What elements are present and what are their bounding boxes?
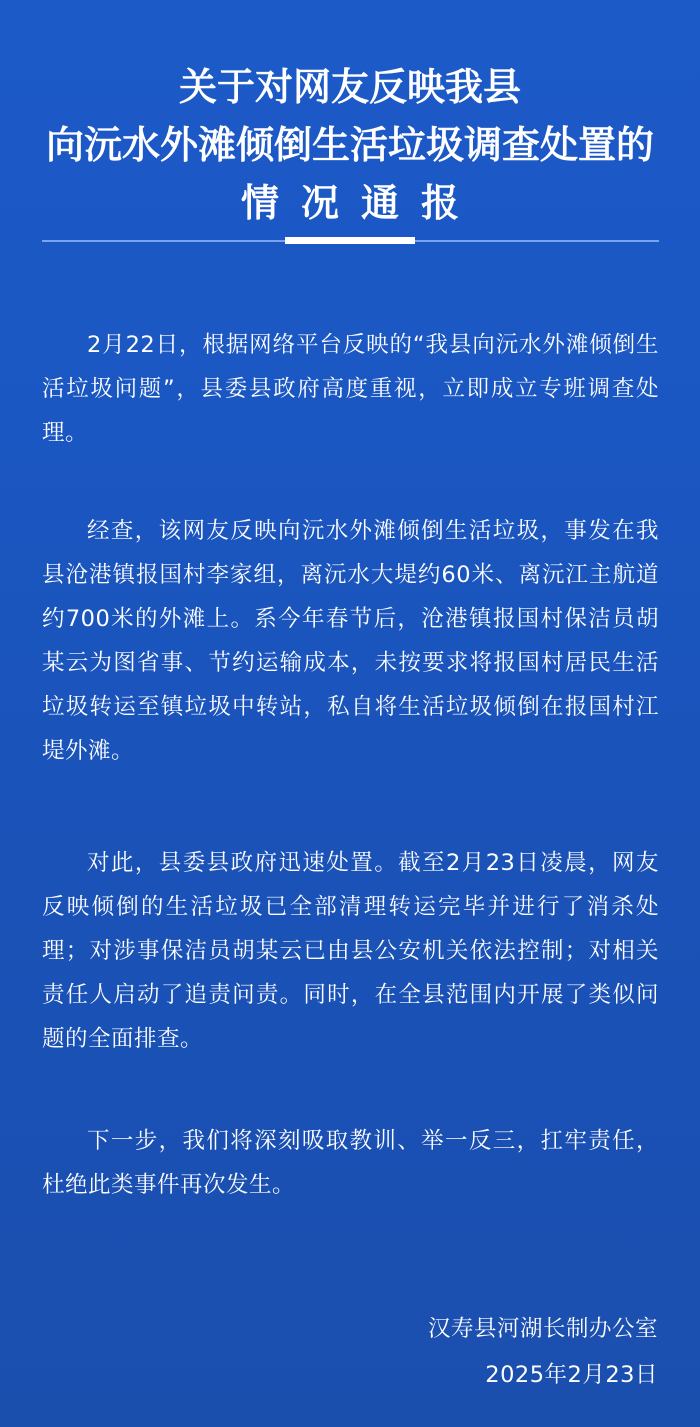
signature-date: 2025年2月23日 — [485, 1362, 658, 1388]
signature-organization: 汉寿县河湖长制办公室 — [427, 1316, 658, 1342]
title-line-3: 情况通报 — [240, 180, 481, 225]
paragraph-1: 2月22日，根据网络平台反映的“我县向沅水外滩倾倒生活垃圾问题”，县委县政府高度重视，立即成立专班调查处理。 — [42, 332, 659, 446]
title-line-1: 关于对网友反映我县 — [178, 64, 521, 109]
paragraph-3: 对此，县委县政府迅速处置。截至2月23日凌晨，网友反映倾倒的生活垃圾已全部清理转运完毕并进行了消杀处理；对涉事保洁员胡某云已由县公安机关依法控制；对相关责任人启动了追责问责。同时，在全县范围内开展了类似问题的全面排查。 — [42, 850, 659, 1052]
signature-block — [428, 1306, 658, 1398]
title-divider-accent — [285, 237, 415, 244]
paragraph-2: 经查，该网友反映向沅水外滩倾倒生活垃圾，事发在我县沧港镇报国村李家组，离沅水大堤约60米、离沅江主航道约700米的外滩上。系今年春节后，沧港镇报国村保洁员胡某云为图省事、节约运输成本，未按要求将报国村居民生活垃圾转运至镇垃圾中转站，私自将生活垃圾倾倒在报国村江堤外滩。 — [42, 518, 659, 764]
title-line-2: 向沅水外滩倾倒生活垃圾调查处置的 — [45, 122, 654, 167]
notice-title — [0, 58, 700, 232]
paragraph-4: 下一步，我们将深刻吸取教训、举一反三，扛牢责任，杜绝此类事件再次发生。 — [42, 1128, 659, 1198]
